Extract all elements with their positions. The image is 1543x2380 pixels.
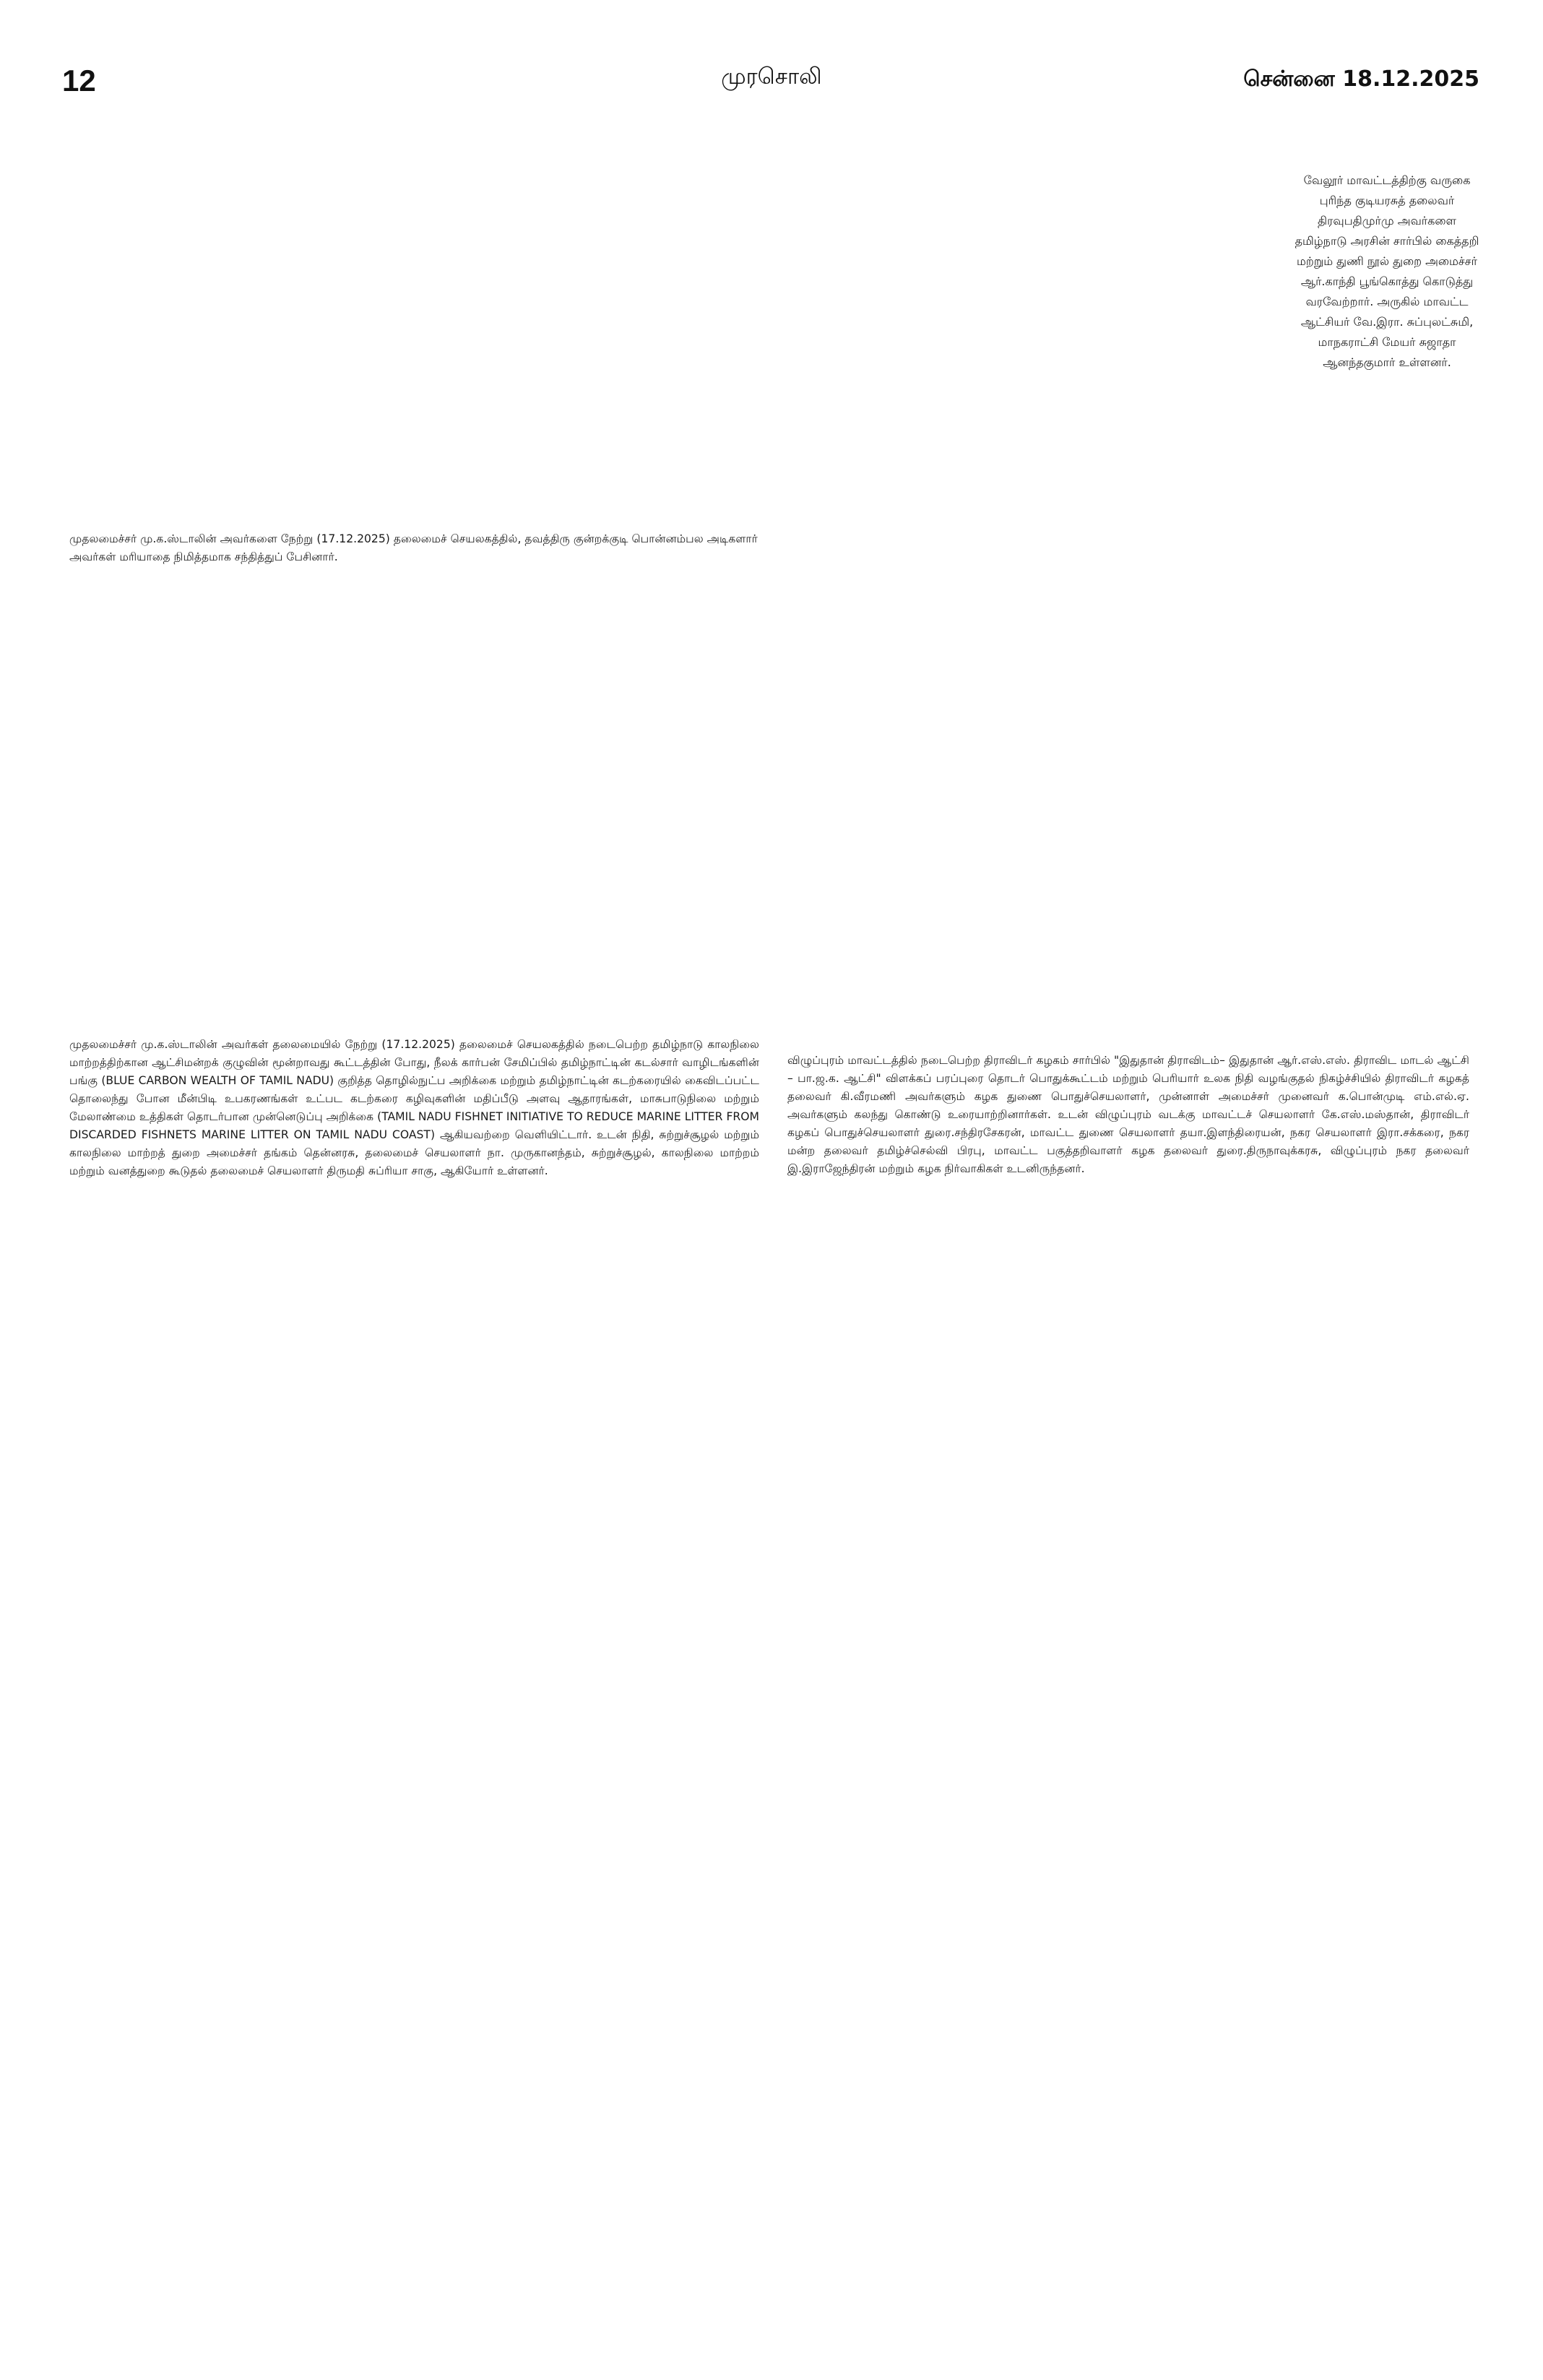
caption-cm-meeting: முதலமைச்சர் மு.க.ஸ்டாலின் அவர்களை நேற்று (17.12.2025) தலைமைச் செயலகத்தில், தவத்திரு குன்றக்குடி பொன்னம்பல அடிகளார் அவர்கள் மரியாதை நிமித்தமாக சந்தித்துப் பேசினார். bbox=[69, 532, 758, 563]
caption-villupuram-meeting: விழுப்புரம் மாவட்டத்தில் நடைபெற்ற திராவிடர் கழகம் சார்பில் "இதுதான் திராவிடம்– இதுதான் ஆர்.எஸ்.எஸ். திராவிட மாடல் ஆட்சி – பா.ஜ.க. ஆட்சி" விளக்கப் பரப்புரை தொடர் பொதுக்கூட்டம் மற்றும் பெரியார் உலக நிதி வழங்குதல் நிகழ்ச்சியில் திராவிடர் கழகத் தலைவர் கி.வீரமணி அவர்களும் கழக துணை பொதுச்செயலாளர், முன்னாள் அமைச்சர் முனைவர் க.பொன்முடி எம்.எல்.ஏ. அவர்களும் கலந்து கொண்டு உரையாற்றினார்கள். உடன் விழுப்புரம் வடக்கு மாவட்டச் செயலாளர் கே.எஸ்.மஸ்தான், திராவிடர் கழகப் பொதுச்செயலாளர் துரை.சந்திரசேகரன், மாவட்ட துணை செயலாளர் தயா.இளந்திரையன், நகர செயலாளர் இரா.சக்கரை, நகர மன்ற தலைவர் தமிழ்ச்செல்வி பிரபு, மாவட்ட பகுத்தறிவாளர் கழக தலைவர் துரை.திருநாவுக்கரசு, விழுப்புரம் நகர தலைவர் இ.இராஜேந்திரன் மற்றும் கழக நிர்வாகிகள் உடனிருந்தனர். bbox=[787, 1054, 1469, 1175]
photo-middle-right bbox=[787, 578, 1469, 1040]
newspaper-masthead: முரசொலி bbox=[721, 64, 822, 90]
photo-middle-left bbox=[69, 578, 763, 1026]
page-number: 12 bbox=[62, 64, 96, 98]
caption-vellore-welcome: வேலூர் மாவட்டத்திற்கு வருகை புரிந்த குடியரசுத் தலைவர் திரவுபதிமுர்மு அவர்களை தமிழ்நாடு அரசின் சார்பில் கைத்தறி மற்றும் துணி நூல் துறை அமைச்சர் ஆர்.காந்தி பூங்கொத்து கொடுத்து வரவேற்றார். அருகில் மாவட்ட ஆட்சியர் வே.இரா. சுப்புலட்சுமி, மாநகராட்சி மேயர் சுஜாதா ஆனந்தகுமார் உள்ளனர். bbox=[1295, 173, 1479, 369]
dateline: சென்னை 18.12.2025 bbox=[1243, 66, 1479, 92]
photo-top-left bbox=[69, 108, 792, 520]
photo-top-right bbox=[795, 108, 1279, 513]
caption-climate-council: முதலமைச்சர் மு.க.ஸ்டாலின் அவர்கள் தலைமையில் நேற்று (17.12.2025) தலைமைச் செயலகத்தில் நடைபெற்ற தமிழ்நாடு காலநிலை மாற்றத்திற்கான ஆட்சிமன்றக் குழுவின் மூன்றாவது கூட்டத்தின் போது, நீலக் கார்பன் சேமிப்பில் தமிழ்நாட்டின் கடல்சார் வாழிடங்களின் பங்கு (BLUE CARBON WEALTH OF TAMIL NADU) குறித்த தொழில்நுட்ப அறிக்கை மற்றும் தமிழ்நாட்டின் கடற்கரையில் கைவிடப்பட்ட தொலைந்து போன மீன்பிடி உபகரணங்கள் உட்பட கடற்கரை கழிவுகளின் மதிப்பீடு அளவு ஆதாரங்கள், மாசுபாடுநிலை மற்றும் மேலாண்மை உத்திகள் தொடர்பான முன்னெடுப்பு அறிக்கை (TAMIL NADU FISHNET INITIATIVE TO REDUCE MARINE LITTER FROM DISCARDED FISHNETS MARINE LITTER ON TAMIL NADU COAST) ஆகியவற்றை வெளியிட்டார். உடன் நிதி, சுற்றுச்சூழல் மற்றும் காலநிலை மாற்றத் துறை அமைச்சர் தங்கம் தென்னரசு, தலைமைச் செயலாளர் நா. முருகானந்தம், சுற்றுச்சூழல், காலநிலை மாற்றம் மற்றும் வனத்துறை கூடுதல் தலைமைச் செயலாளர் திருமதி சுப்ரியா சாகு, ஆகியோர் உள்ளனர். bbox=[69, 1038, 759, 1177]
